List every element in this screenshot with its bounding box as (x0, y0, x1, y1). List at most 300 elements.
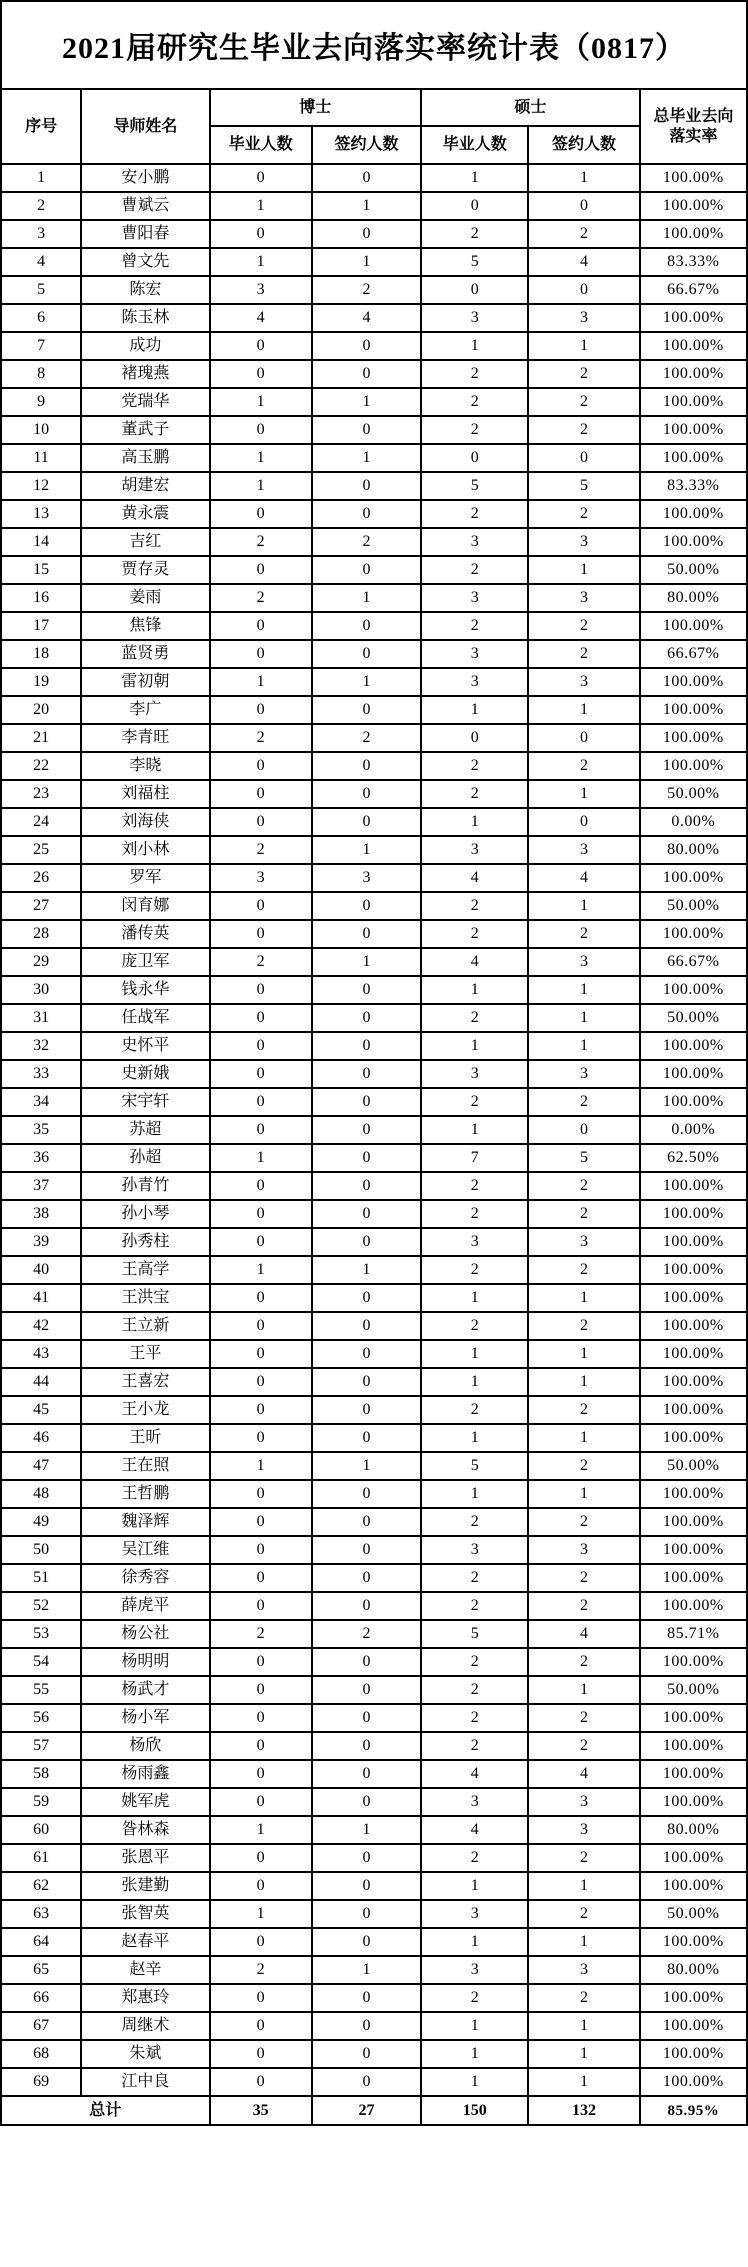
cell-rate: 100.00% (640, 2040, 747, 2068)
cell-rate: 100.00% (640, 1032, 747, 1060)
table-row (1, 528, 747, 556)
cell-rate: 100.00% (640, 500, 747, 528)
cell-rate: 100.00% (640, 976, 747, 1004)
header-advisor-name: 导师姓名 (81, 89, 209, 164)
cell-phd-signed: 2 (312, 1620, 421, 1648)
cell-rate: 100.00% (640, 220, 747, 248)
cell-rate: 100.00% (640, 1312, 747, 1340)
cell-index: 65 (1, 1956, 81, 1984)
cell-index: 34 (1, 1088, 81, 1116)
cell-ms-graduates: 1 (421, 1116, 528, 1144)
cell-phd-graduates: 3 (210, 276, 312, 304)
cell-phd-graduates: 0 (210, 1564, 312, 1592)
total-rate: 85.95% (640, 2096, 747, 2125)
cell-phd-graduates: 4 (210, 304, 312, 332)
cell-phd-graduates: 0 (210, 1088, 312, 1116)
cell-rate: 80.00% (640, 1816, 747, 1844)
title-box (0, 0, 748, 88)
cell-ms-signed: 1 (528, 2068, 639, 2096)
cell-ms-graduates: 2 (421, 1732, 528, 1760)
cell-ms-graduates: 1 (421, 2068, 528, 2096)
cell-phd-signed: 0 (312, 1564, 421, 1592)
cell-phd-graduates: 0 (210, 696, 312, 724)
cell-ms-signed: 1 (528, 164, 639, 192)
table-row (1, 1508, 747, 1536)
cell-ms-signed: 2 (528, 1312, 639, 1340)
cell-phd-signed: 0 (312, 1676, 421, 1704)
cell-index: 1 (1, 164, 81, 192)
cell-phd-signed: 2 (312, 528, 421, 556)
cell-rate: 100.00% (640, 1592, 747, 1620)
cell-rate: 80.00% (640, 584, 747, 612)
stats-table (0, 88, 748, 2126)
header-ms-signed: 签约人数 (528, 126, 639, 164)
cell-index: 39 (1, 1228, 81, 1256)
table-row (1, 1452, 747, 1480)
table-row (1, 1284, 747, 1312)
table-row (1, 1396, 747, 1424)
cell-ms-graduates: 3 (421, 1900, 528, 1928)
cell-ms-graduates: 1 (421, 1424, 528, 1452)
table-row (1, 1928, 747, 1956)
cell-rate: 100.00% (640, 1368, 747, 1396)
cell-phd-graduates: 0 (210, 1928, 312, 1956)
cell-index: 53 (1, 1620, 81, 1648)
cell-ms-graduates: 2 (421, 360, 528, 388)
cell-rate: 100.00% (640, 1732, 747, 1760)
cell-index: 24 (1, 808, 81, 836)
cell-advisor-name: 褚瑰燕 (81, 360, 209, 388)
cell-ms-signed: 2 (528, 360, 639, 388)
cell-advisor-name: 李青旺 (81, 724, 209, 752)
cell-rate: 83.33% (640, 472, 747, 500)
cell-phd-signed: 0 (312, 2012, 421, 2040)
cell-phd-signed: 0 (312, 1340, 421, 1368)
cell-rate: 100.00% (640, 1200, 747, 1228)
cell-ms-graduates: 2 (421, 1004, 528, 1032)
cell-index: 31 (1, 1004, 81, 1032)
table-row (1, 388, 747, 416)
cell-index: 4 (1, 248, 81, 276)
cell-phd-signed: 0 (312, 1508, 421, 1536)
cell-phd-signed: 0 (312, 1928, 421, 1956)
total-label: 总计 (1, 2096, 210, 2125)
cell-ms-signed: 1 (528, 780, 639, 808)
cell-ms-graduates: 2 (421, 1256, 528, 1284)
cell-phd-signed: 1 (312, 1816, 421, 1844)
cell-ms-graduates: 3 (421, 668, 528, 696)
cell-ms-graduates: 5 (421, 1452, 528, 1480)
cell-ms-signed: 0 (528, 724, 639, 752)
cell-ms-signed: 2 (528, 1564, 639, 1592)
table-row (1, 556, 747, 584)
cell-phd-graduates: 0 (210, 1536, 312, 1564)
cell-advisor-name: 徐秀容 (81, 1564, 209, 1592)
cell-phd-graduates: 0 (210, 1172, 312, 1200)
cell-advisor-name: 潘传英 (81, 920, 209, 948)
cell-ms-signed: 1 (528, 696, 639, 724)
cell-advisor-name: 刘海侠 (81, 808, 209, 836)
cell-phd-graduates: 0 (210, 1676, 312, 1704)
cell-phd-graduates: 1 (210, 472, 312, 500)
cell-ms-graduates: 2 (421, 1592, 528, 1620)
cell-index: 69 (1, 2068, 81, 2096)
cell-ms-signed: 1 (528, 1872, 639, 1900)
table-row (1, 1760, 747, 1788)
table-row (1, 668, 747, 696)
cell-advisor-name: 刘小林 (81, 836, 209, 864)
cell-advisor-name: 姚军虎 (81, 1788, 209, 1816)
cell-rate: 100.00% (640, 1872, 747, 1900)
cell-phd-graduates: 0 (210, 1984, 312, 2012)
cell-index: 54 (1, 1648, 81, 1676)
cell-ms-graduates: 5 (421, 472, 528, 500)
cell-advisor-name: 王喜宏 (81, 1368, 209, 1396)
cell-advisor-name: 胡建宏 (81, 472, 209, 500)
cell-ms-graduates: 2 (421, 1396, 528, 1424)
table-row (1, 1032, 747, 1060)
cell-index: 11 (1, 444, 81, 472)
cell-index: 47 (1, 1452, 81, 1480)
table-row (1, 1200, 747, 1228)
cell-index: 57 (1, 1732, 81, 1760)
table-row (1, 472, 747, 500)
cell-rate: 100.00% (640, 1340, 747, 1368)
cell-advisor-name: 赵春平 (81, 1928, 209, 1956)
table-row (1, 780, 747, 808)
cell-rate: 100.00% (640, 2012, 747, 2040)
cell-phd-graduates: 0 (210, 1844, 312, 1872)
cell-index: 28 (1, 920, 81, 948)
cell-phd-signed: 0 (312, 892, 421, 920)
cell-ms-signed: 1 (528, 1676, 639, 1704)
header-ms-graduates: 毕业人数 (421, 126, 528, 164)
table-row (1, 192, 747, 220)
cell-rate: 62.50% (640, 1144, 747, 1172)
cell-ms-graduates: 7 (421, 1144, 528, 1172)
cell-ms-graduates: 1 (421, 1340, 528, 1368)
table-row (1, 1228, 747, 1256)
cell-advisor-name: 魏泽辉 (81, 1508, 209, 1536)
cell-ms-signed: 1 (528, 1368, 639, 1396)
cell-rate: 100.00% (640, 192, 747, 220)
cell-advisor-name: 吉红 (81, 528, 209, 556)
cell-phd-signed: 1 (312, 1956, 421, 1984)
cell-ms-signed: 0 (528, 192, 639, 220)
cell-rate: 66.67% (640, 640, 747, 668)
header-master-group: 硕士 (421, 89, 640, 126)
cell-rate: 100.00% (640, 752, 747, 780)
cell-ms-signed: 2 (528, 1592, 639, 1620)
cell-advisor-name: 赵辛 (81, 1956, 209, 1984)
table-row (1, 1368, 747, 1396)
cell-rate: 100.00% (640, 1480, 747, 1508)
cell-phd-graduates: 0 (210, 808, 312, 836)
cell-ms-graduates: 0 (421, 724, 528, 752)
cell-index: 29 (1, 948, 81, 976)
cell-advisor-name: 杨武才 (81, 1676, 209, 1704)
cell-advisor-name: 张智英 (81, 1900, 209, 1928)
cell-phd-signed: 1 (312, 1452, 421, 1480)
cell-advisor-name: 庞卫军 (81, 948, 209, 976)
cell-advisor-name: 蓝贤勇 (81, 640, 209, 668)
header-index: 序号 (1, 89, 81, 164)
cell-rate: 66.67% (640, 948, 747, 976)
table-row (1, 164, 747, 192)
cell-phd-signed: 0 (312, 1312, 421, 1340)
cell-index: 19 (1, 668, 81, 696)
cell-rate: 100.00% (640, 388, 747, 416)
table-footer (1, 2096, 747, 2125)
cell-phd-signed: 1 (312, 1256, 421, 1284)
total-ms-signed: 132 (528, 2096, 639, 2125)
cell-ms-signed: 2 (528, 388, 639, 416)
table-row (1, 1004, 747, 1032)
cell-ms-signed: 2 (528, 1648, 639, 1676)
cell-rate: 0.00% (640, 808, 747, 836)
cell-advisor-name: 杨公社 (81, 1620, 209, 1648)
cell-phd-signed: 0 (312, 2068, 421, 2096)
cell-ms-signed: 2 (528, 1704, 639, 1732)
cell-ms-graduates: 2 (421, 1984, 528, 2012)
cell-phd-signed: 0 (312, 1788, 421, 1816)
cell-rate: 0.00% (640, 1116, 747, 1144)
cell-advisor-name: 张恩平 (81, 1844, 209, 1872)
cell-rate: 100.00% (640, 668, 747, 696)
cell-rate: 100.00% (640, 1844, 747, 1872)
cell-ms-signed: 2 (528, 416, 639, 444)
cell-ms-signed: 0 (528, 276, 639, 304)
cell-ms-signed: 2 (528, 220, 639, 248)
header-rate-line2: 落实率 (669, 127, 718, 145)
cell-ms-signed: 1 (528, 1004, 639, 1032)
cell-phd-graduates: 0 (210, 920, 312, 948)
cell-ms-graduates: 2 (421, 220, 528, 248)
cell-phd-signed: 0 (312, 332, 421, 360)
cell-ms-signed: 2 (528, 1900, 639, 1928)
table-row (1, 836, 747, 864)
cell-advisor-name: 曹斌云 (81, 192, 209, 220)
cell-phd-signed: 0 (312, 1172, 421, 1200)
table-row (1, 2012, 747, 2040)
cell-phd-graduates: 0 (210, 332, 312, 360)
cell-rate: 100.00% (640, 696, 747, 724)
cell-index: 48 (1, 1480, 81, 1508)
cell-phd-signed: 0 (312, 696, 421, 724)
cell-advisor-name: 钱永华 (81, 976, 209, 1004)
cell-phd-graduates: 0 (210, 892, 312, 920)
cell-ms-signed: 1 (528, 1284, 639, 1312)
cell-rate: 100.00% (640, 360, 747, 388)
cell-phd-graduates: 0 (210, 1032, 312, 1060)
cell-phd-graduates: 1 (210, 388, 312, 416)
cell-phd-graduates: 2 (210, 1956, 312, 1984)
cell-phd-graduates: 0 (210, 1340, 312, 1368)
cell-index: 41 (1, 1284, 81, 1312)
cell-advisor-name: 任战军 (81, 1004, 209, 1032)
table-row (1, 1312, 747, 1340)
cell-ms-signed: 3 (528, 528, 639, 556)
cell-ms-signed: 2 (528, 1732, 639, 1760)
cell-ms-signed: 0 (528, 808, 639, 836)
cell-rate: 100.00% (640, 164, 747, 192)
cell-phd-graduates: 0 (210, 1732, 312, 1760)
cell-rate: 100.00% (640, 1424, 747, 1452)
cell-index: 15 (1, 556, 81, 584)
cell-ms-signed: 1 (528, 1480, 639, 1508)
cell-ms-signed: 3 (528, 668, 639, 696)
cell-phd-graduates: 0 (210, 1228, 312, 1256)
cell-phd-signed: 0 (312, 1200, 421, 1228)
cell-rate: 100.00% (640, 1256, 747, 1284)
cell-index: 44 (1, 1368, 81, 1396)
cell-phd-graduates: 2 (210, 528, 312, 556)
cell-index: 37 (1, 1172, 81, 1200)
cell-index: 12 (1, 472, 81, 500)
table-row (1, 1816, 747, 1844)
cell-ms-signed: 1 (528, 2040, 639, 2068)
cell-rate: 100.00% (640, 612, 747, 640)
cell-ms-signed: 0 (528, 444, 639, 472)
cell-phd-graduates: 0 (210, 1872, 312, 1900)
cell-ms-graduates: 2 (421, 1844, 528, 1872)
cell-ms-graduates: 3 (421, 1788, 528, 1816)
cell-phd-graduates: 1 (210, 1256, 312, 1284)
cell-advisor-name: 杨雨鑫 (81, 1760, 209, 1788)
cell-ms-graduates: 0 (421, 276, 528, 304)
table-row (1, 1732, 747, 1760)
cell-phd-signed: 0 (312, 1900, 421, 1928)
cell-phd-signed: 0 (312, 1424, 421, 1452)
cell-phd-signed: 4 (312, 304, 421, 332)
cell-ms-graduates: 1 (421, 1480, 528, 1508)
cell-phd-signed: 0 (312, 1592, 421, 1620)
cell-ms-signed: 2 (528, 640, 639, 668)
total-phd-graduates: 35 (210, 2096, 312, 2125)
cell-advisor-name: 周继术 (81, 2012, 209, 2040)
cell-rate: 100.00% (640, 920, 747, 948)
cell-ms-graduates: 0 (421, 444, 528, 472)
cell-index: 51 (1, 1564, 81, 1592)
cell-ms-signed: 2 (528, 612, 639, 640)
cell-rate: 100.00% (640, 1536, 747, 1564)
cell-advisor-name: 党瑞华 (81, 388, 209, 416)
cell-advisor-name: 昝林森 (81, 1816, 209, 1844)
cell-index: 60 (1, 1816, 81, 1844)
cell-phd-graduates: 3 (210, 864, 312, 892)
header-phd-graduates: 毕业人数 (210, 126, 312, 164)
cell-ms-signed: 2 (528, 1088, 639, 1116)
cell-advisor-name: 江中良 (81, 2068, 209, 2096)
cell-ms-graduates: 2 (421, 1648, 528, 1676)
cell-rate: 100.00% (640, 1508, 747, 1536)
cell-advisor-name: 黄永震 (81, 500, 209, 528)
cell-phd-graduates: 0 (210, 1060, 312, 1088)
cell-phd-signed: 1 (312, 584, 421, 612)
cell-advisor-name: 宋宇轩 (81, 1088, 209, 1116)
cell-ms-graduates: 0 (421, 192, 528, 220)
cell-phd-signed: 2 (312, 276, 421, 304)
cell-ms-signed: 1 (528, 1340, 639, 1368)
cell-advisor-name: 史怀平 (81, 1032, 209, 1060)
cell-ms-graduates: 2 (421, 1200, 528, 1228)
cell-ms-graduates: 5 (421, 248, 528, 276)
table-row (1, 864, 747, 892)
cell-phd-graduates: 0 (210, 1648, 312, 1676)
cell-index: 35 (1, 1116, 81, 1144)
cell-phd-graduates: 0 (210, 1592, 312, 1620)
cell-advisor-name: 陈玉林 (81, 304, 209, 332)
cell-phd-graduates: 0 (210, 1312, 312, 1340)
cell-phd-signed: 0 (312, 2040, 421, 2068)
cell-index: 62 (1, 1872, 81, 1900)
cell-phd-graduates: 0 (210, 1760, 312, 1788)
cell-ms-signed: 1 (528, 976, 639, 1004)
table-row (1, 360, 747, 388)
total-row (1, 2096, 747, 2125)
cell-phd-graduates: 0 (210, 640, 312, 668)
cell-rate: 100.00% (640, 416, 747, 444)
cell-rate: 50.00% (640, 780, 747, 808)
cell-phd-graduates: 0 (210, 1116, 312, 1144)
cell-ms-signed: 5 (528, 1144, 639, 1172)
cell-ms-signed: 1 (528, 892, 639, 920)
cell-ms-signed: 2 (528, 1200, 639, 1228)
cell-ms-signed: 5 (528, 472, 639, 500)
cell-index: 23 (1, 780, 81, 808)
cell-phd-graduates: 0 (210, 1396, 312, 1424)
cell-ms-graduates: 2 (421, 500, 528, 528)
table-row (1, 1564, 747, 1592)
cell-phd-graduates: 0 (210, 752, 312, 780)
table-row (1, 1900, 747, 1928)
cell-advisor-name: 王洪宝 (81, 1284, 209, 1312)
table-row (1, 1088, 747, 1116)
cell-index: 3 (1, 220, 81, 248)
cell-ms-graduates: 3 (421, 1060, 528, 1088)
cell-index: 38 (1, 1200, 81, 1228)
cell-phd-graduates: 1 (210, 192, 312, 220)
cell-rate: 100.00% (640, 332, 747, 360)
cell-ms-signed: 2 (528, 1452, 639, 1480)
cell-ms-signed: 2 (528, 1172, 639, 1200)
cell-phd-graduates: 0 (210, 780, 312, 808)
cell-rate: 50.00% (640, 1676, 747, 1704)
cell-phd-signed: 0 (312, 752, 421, 780)
table-row (1, 1844, 747, 1872)
cell-ms-graduates: 2 (421, 1088, 528, 1116)
table-row (1, 500, 747, 528)
table-row (1, 1340, 747, 1368)
cell-ms-graduates: 2 (421, 612, 528, 640)
cell-rate: 100.00% (640, 1788, 747, 1816)
cell-index: 56 (1, 1704, 81, 1732)
cell-index: 68 (1, 2040, 81, 2068)
cell-index: 49 (1, 1508, 81, 1536)
cell-ms-signed: 3 (528, 304, 639, 332)
table-row (1, 1956, 747, 1984)
cell-ms-graduates: 2 (421, 388, 528, 416)
cell-advisor-name: 陈宏 (81, 276, 209, 304)
cell-advisor-name: 孙小琴 (81, 1200, 209, 1228)
cell-ms-graduates: 1 (421, 696, 528, 724)
cell-ms-signed: 1 (528, 556, 639, 584)
table-row (1, 416, 747, 444)
cell-index: 18 (1, 640, 81, 668)
cell-advisor-name: 薛虎平 (81, 1592, 209, 1620)
cell-index: 8 (1, 360, 81, 388)
cell-index: 55 (1, 1676, 81, 1704)
